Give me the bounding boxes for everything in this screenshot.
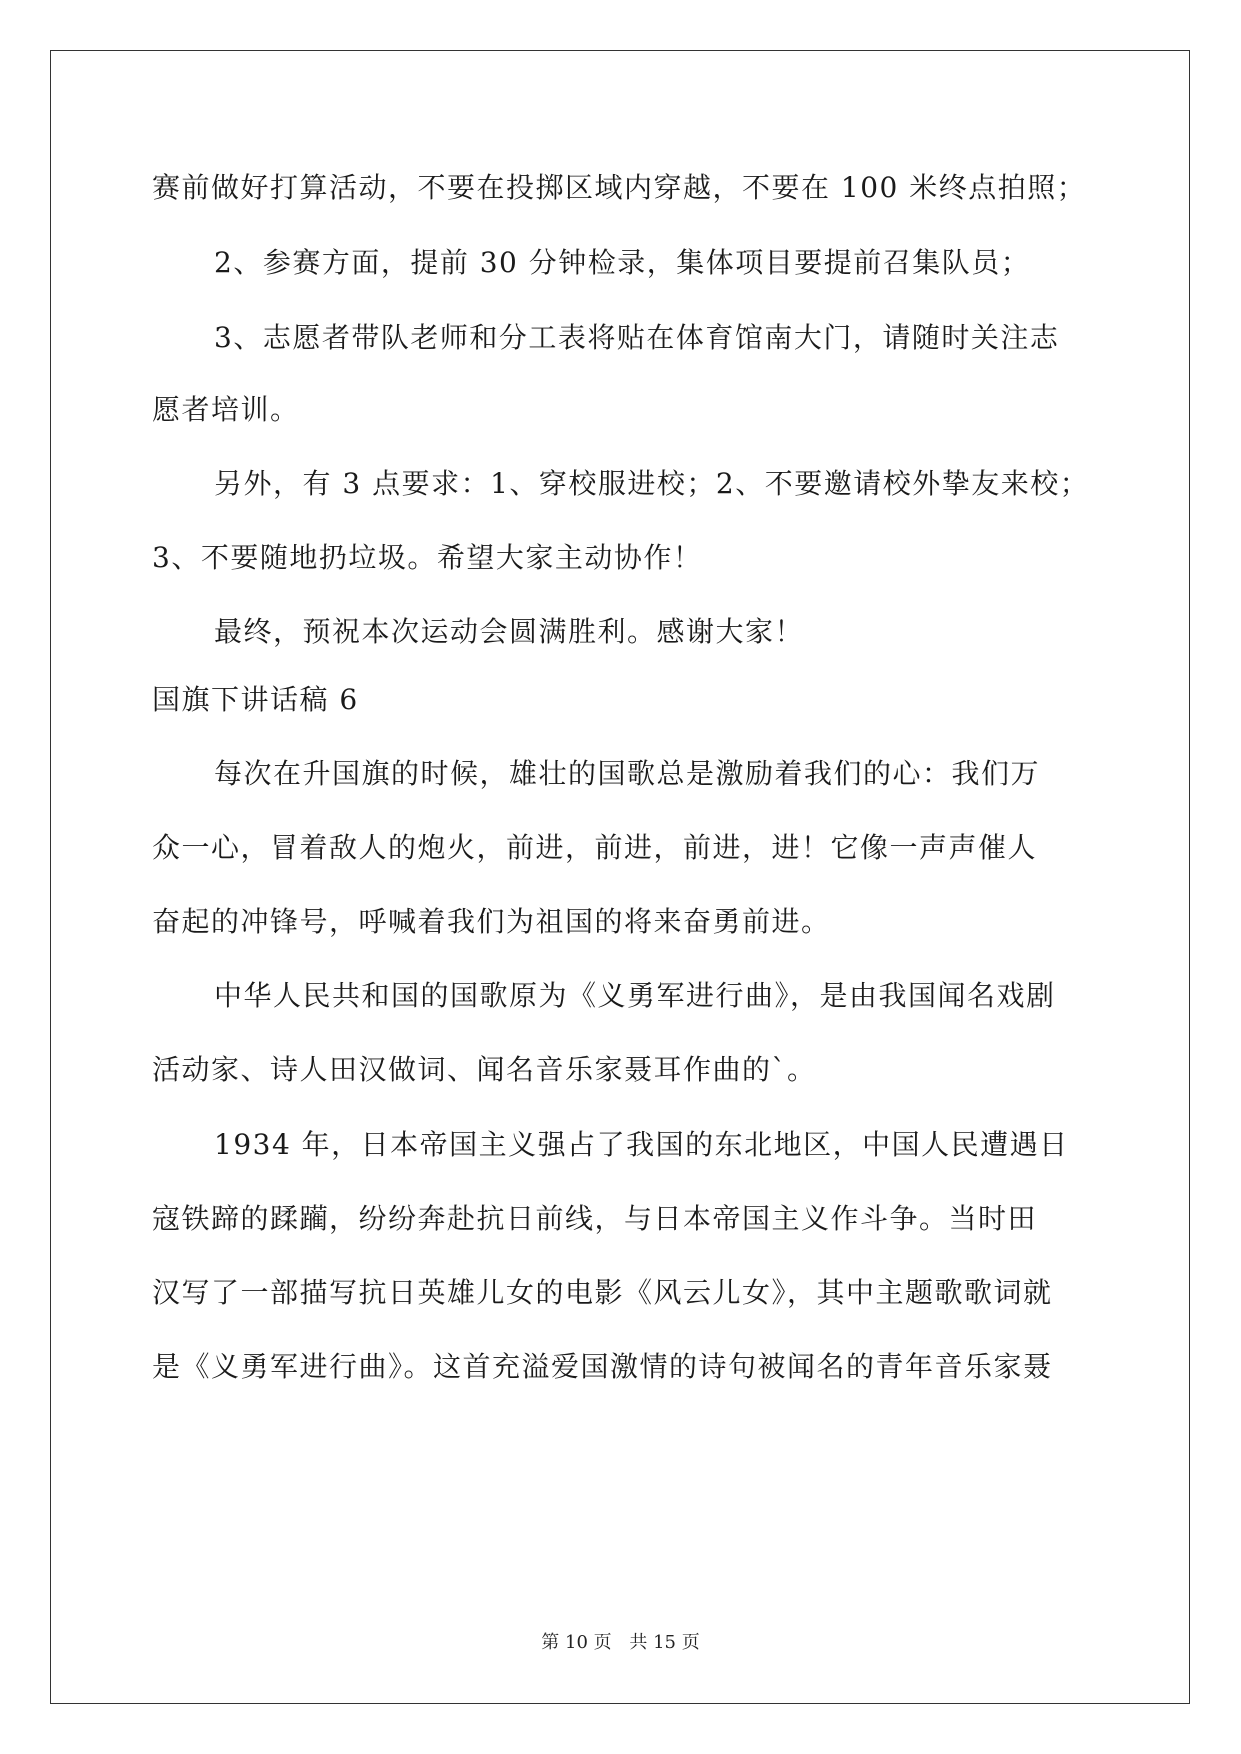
text-line: 2、参赛方面，提前 30 分钟检录，集体项目要提前召集队员； — [214, 246, 1031, 279]
text-line: 3、志愿者带队老师和分工表将贴在体育馆南大门，请随时关注志 — [214, 321, 1060, 354]
text-line: 每次在升国旗的时候，雄壮的国歌总是激励着我们的心：我们万 — [214, 757, 1041, 790]
text-line: 是《义勇军进行曲》。这首充溢爱国激情的诗句被闻名的青年音乐家聂 — [152, 1350, 1053, 1383]
text-line: 活动家、诗人田汉做词、闻名音乐家聂耳作曲的`。 — [152, 1053, 817, 1086]
text-line: 最终，预祝本次运动会圆满胜利。感谢大家！ — [214, 615, 805, 648]
text-line: 3、不要随地扔垃圾。希望大家主动协作！ — [152, 541, 703, 574]
text-line: 寇铁蹄的蹂躏，纷纷奔赴抗日前线，与日本帝国主义作斗争。当时田 — [152, 1202, 1038, 1235]
text-line: 中华人民共和国的国歌原为《义勇军进行曲》，是由我国闻名戏剧 — [214, 979, 1056, 1012]
page-footer — [0, 1628, 1241, 1654]
text-line: 众一心，冒着敌人的炮火，前进，前进，前进，进！它像一声声催人 — [152, 831, 1038, 864]
text-line: 赛前做好打算活动，不要在投掷区域内穿越，不要在 100 米终点拍照； — [152, 171, 1087, 204]
page-total: 共 15 页 — [629, 1632, 700, 1653]
text-line: 奋起的冲锋号，呼喊着我们为祖国的将来奋勇前进。 — [152, 905, 831, 938]
text-line: 汉写了一部描写抗日英雄儿女的电影《风云儿女》，其中主题歌歌词就 — [152, 1276, 1053, 1309]
text-line: 愿者培训。 — [152, 393, 300, 426]
section-heading: 国旗下讲话稿 6 — [152, 683, 359, 716]
text-line: 1934 年，日本帝国主义强占了我国的东北地区，中国人民遭遇日 — [214, 1128, 1069, 1161]
page-border — [50, 50, 1190, 1704]
page-number: 第 10 页 — [541, 1632, 612, 1653]
text-line: 另外，有 3 点要求：1、穿校服进校；2、不要邀请校外挚友来校； — [214, 467, 1090, 500]
